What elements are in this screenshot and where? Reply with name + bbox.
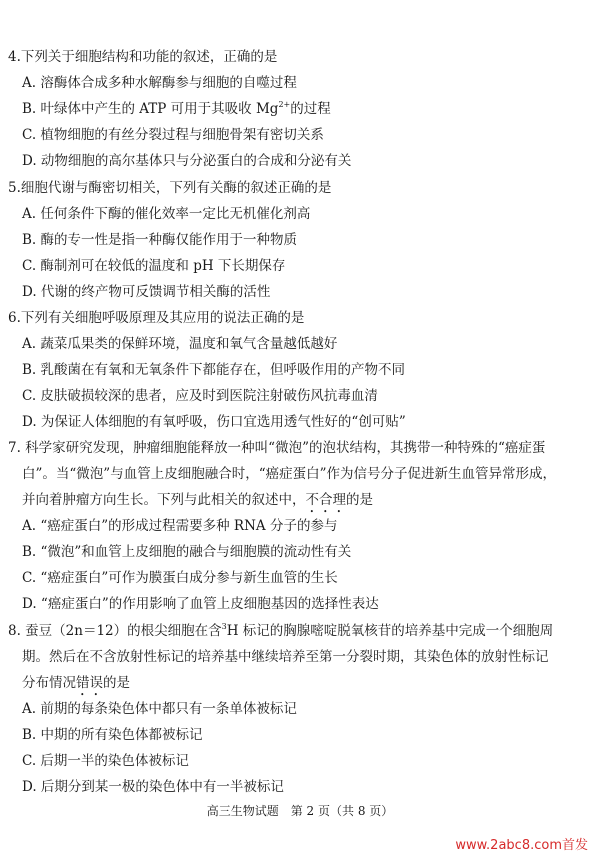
question-7-option-a: A. “癌症蛋白”的形成过程需要多种 RNA 分子的参与	[22, 518, 338, 534]
stem-text-end: 的是	[103, 675, 130, 691]
stem-text-end: H 标记的胸腺嘧啶脱氧核苷的培养基中完成一个细胞周	[226, 623, 554, 639]
question-7-option-d: D. “癌症蛋白”的作用影响了血管上皮细胞基因的选择性表达	[22, 596, 379, 612]
question-5-option-d: D. 代谢的终产物可反馈调节相关酶的活性	[22, 284, 271, 300]
page-footer: 高三生物试题 第 2 页（共 8 页）	[206, 804, 394, 818]
question-8-stem-line-2: 期。然后在不含放射性标记的培养基中继续培养至第一分裂时期，其染色体的放射性标记	[22, 649, 549, 665]
question-7-option-b: B. “微泡”和血管上皮细胞的融合与细胞膜的流动性有关	[22, 544, 352, 560]
question-4-option-d: D. 动物细胞的高尔基体只与分泌蛋白的合成和分泌有关	[22, 153, 352, 169]
watermark: www.2abc8.com首发	[455, 838, 588, 853]
question-5-option-c: C. 酶制剂可在较低的温度和 pH 下长期保存	[22, 258, 286, 274]
question-5-stem: 5.细胞代谢与酶密切相关，下列有关酶的叙述正确的是	[8, 180, 332, 196]
question-8-option-d: D. 后期分到某一极的染色体中有一半被标记	[22, 779, 284, 795]
emphasis-text: 错误	[76, 675, 103, 691]
question-8-stem-line-1	[8, 622, 553, 640]
option-b-text: B. 叶绿体中产生的 ATP 可用于其吸收 Mg	[22, 101, 279, 117]
question-5-option-a: A. 任何条件下酶的催化效率一定比无机催化剂高	[22, 206, 311, 222]
question-5-option-b: B. 酶的专一性是指一种酶仅能作用于一种物质	[22, 232, 298, 248]
stem-text: 8. 蚕豆（2n＝12）的根尖细胞在含	[8, 623, 222, 639]
stem-text: 并向着肿瘤方向生长。下列与此相关的叙述中，	[22, 492, 306, 508]
question-4-option-c: C. 植物细胞的有丝分裂过程与细胞骨架有密切关系	[22, 127, 324, 143]
question-6-option-d: D. 为保证人体细胞的有氧呼吸，伤口宜选用透气性好的“创可贴”	[22, 414, 406, 430]
question-6-stem: 6.下列有关细胞呼吸原理及其应用的说法正确的是	[8, 310, 305, 326]
superscript: 2+	[278, 100, 291, 109]
question-6-option-b: B. 乳酸菌在有氧和无氧条件下都能存在，但呼吸作用的产物不同	[22, 362, 406, 378]
option-b-end: 的过程	[290, 101, 331, 117]
emphasis-text: 不合理	[305, 492, 346, 508]
stem-text-end: 的是	[346, 492, 373, 508]
question-7-option-c: C. “癌症蛋白”可作为膜蛋白成分参与新生血管的生长	[22, 570, 338, 586]
question-8-option-b: B. 中期的所有染色体都被标记	[22, 727, 203, 743]
question-7-stem-line-2: 白”。当“微泡”与血管上皮细胞融合时，“癌症蛋白”作为信号分子促进新生血管异常形成，	[22, 466, 557, 482]
question-4-stem: 4.下列关于细胞结构和功能的叙述，正确的是	[8, 49, 278, 65]
question-8-option-c: C. 后期一半的染色体被标记	[22, 753, 189, 769]
question-4-option-b	[22, 100, 331, 118]
question-4-option-a: A. 溶酶体合成多种水解酶参与细胞的自噬过程	[22, 75, 297, 91]
question-6-option-a: A. 蔬菜瓜果类的保鲜环境，温度和氧气含量越低越好	[22, 336, 338, 352]
stem-text: 分布情况	[22, 675, 76, 691]
superscript: 3	[221, 622, 227, 631]
question-8-option-a: A. 前期的每条染色体中都只有一条单体被标记	[22, 701, 297, 717]
question-8-stem-line-3	[22, 674, 130, 699]
question-6-option-c: C. 皮肤破损较深的患者，应及时到医院注射破伤风抗毒血清	[22, 388, 378, 404]
question-7-stem-line-3	[22, 491, 373, 516]
question-7-stem-line-1: 7. 科学家研究发现，肿瘤细胞能释放一种叫“微泡”的泡状结构，其携带一种特殊的“癌症蛋	[8, 440, 546, 456]
